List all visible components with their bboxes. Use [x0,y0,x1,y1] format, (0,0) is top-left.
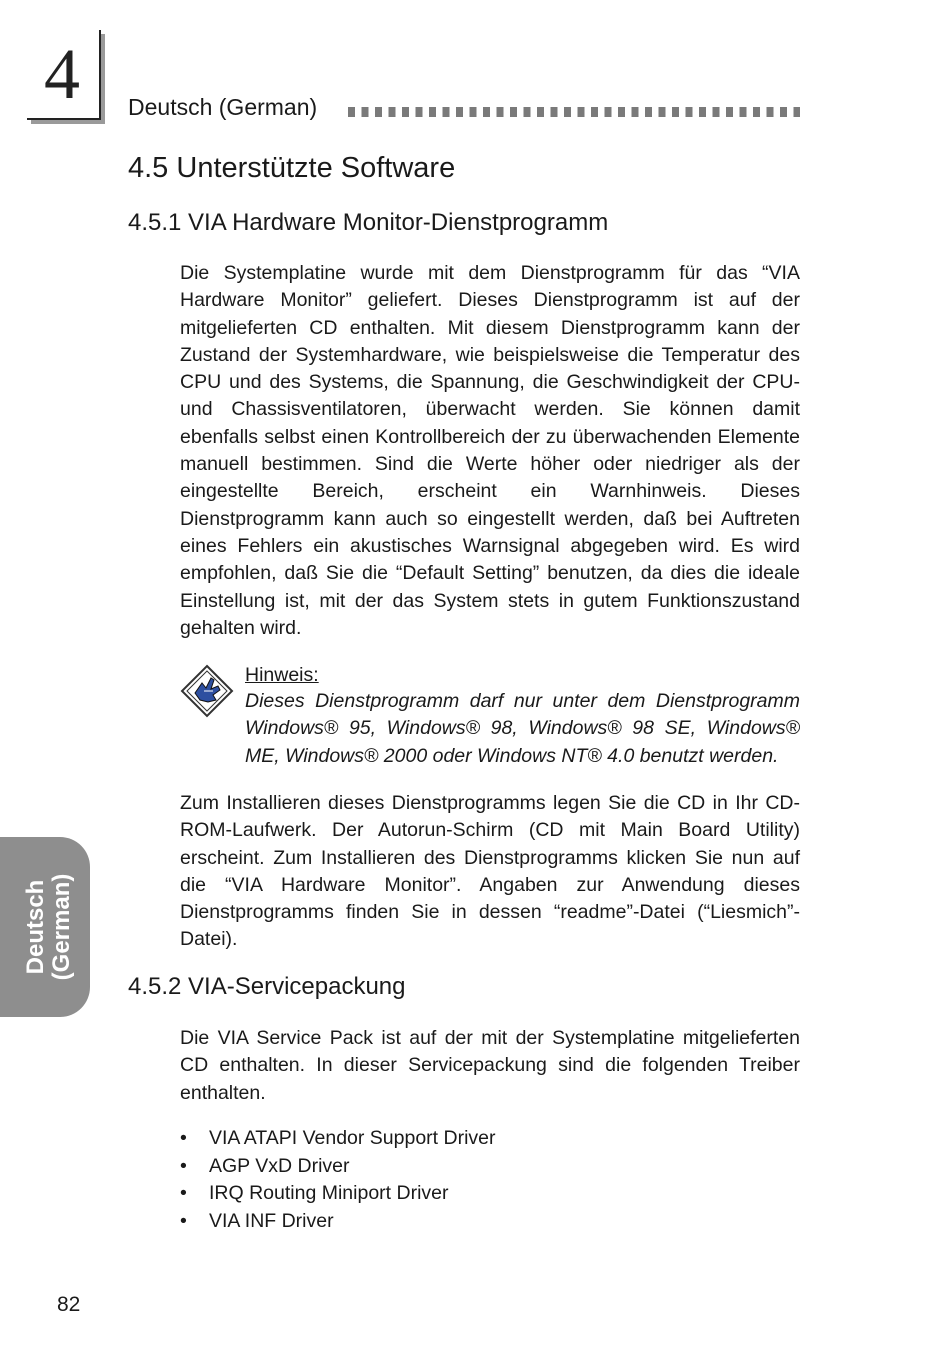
note-title: Hinweis: [245,664,319,686]
driver-name: AGP VxD Driver [209,1154,350,1177]
header-dotted-rule [348,107,800,117]
driver-name: VIA ATAPI Vendor Support Driver [209,1127,496,1149]
side-tab-line1: Deutsch [22,879,49,975]
list-item [180,1153,496,1181]
chapter-number: 4 [44,34,80,114]
language-side-tab-label [23,874,75,981]
bullet: • [180,1182,187,1204]
section-title: 4.5 Unterstützte Software [128,152,456,184]
bullet: • [180,1127,187,1149]
list-item [180,1125,496,1153]
bullet: • [180,1209,187,1232]
note-hand-icon [180,664,234,718]
note-text: Dieses Dienstprogramm darf nur unter dem Dienstprogramm Windows® 95, Windows® 98, Windows® 98 SE, Windows® ME, Windows® 2000 oder Windows NT® 4.0 benutzt werden. [245,690,800,767]
hardware-monitor-paragraph: Die Systemplatine wurde mit dem Dienstprogramm für das “VIA Hardware Monitor” geliefert. Dieses Dienstprogramm ist auf der mitgelieferten CD enthalten. Mit diesem Dienstprogramm kann der Zustand der Systemhardware, wie beispielsweise die Temperatur des CPU und des Systems, die Spannung, die Geschwindigkeit der CPU- und Chassisventilatoren, überwacht werden. Sie können damit ebenfalls selbst einen Kontrollbereich der zu überwachenden Elemente manuell bestimmen. Sind die Werte höher oder niedriger als der eingestellte Bereich, erscheint ein Warnhinweis. Dieses Dienstprogramm kann auch so eingestellt werden, daß bei Auftreten eines Fehlers ein akustisches Warnsignal abgegeben wird. Es wird empfohlen, daß Sie die “Default Setting” benutzen, da dies die ideale Einstellung ist, mit der das System stets in gutem Funktionszustand gehalten wird. [180,262,800,639]
driver-name: IRQ Routing Miniport Driver [209,1182,449,1204]
driver-list [180,1125,496,1235]
list-item [180,1208,496,1236]
chapter-header-label: Deutsch (German) [128,94,318,120]
subsection-title-service-pack: 4.5.2 VIA-Servicepackung [128,973,406,1000]
page-number: 82 [57,1293,81,1316]
list-item [180,1180,496,1208]
install-instructions-paragraph: Zum Installieren dieses Dienstprogramms legen Sie die CD in Ihr CD-ROM-Laufwerk. Der Autorun-Schirm (CD mit Main Board Utility) erscheint. Zum Installieren des Dienstprogramms klicken Sie nun auf die “VIA Hardware Monitor”. Angaben zur Anwendung dieses Dienstprogramms finden Sie in dessen “readme”-Datei (“Liesmich”-Datei). [180,792,800,951]
subsection-title-hardware-monitor: 4.5.1 VIA Hardware Monitor-Dienstprogramm [128,209,609,236]
service-pack-paragraph: Die VIA Service Pack ist auf der mit der Systemplatine mitgelieferten CD enthalten. In dieser Servicepackung sind die folgenden Treiber enthalten. [180,1027,800,1104]
driver-name: VIA INF Driver [209,1209,334,1232]
bullet: • [180,1154,187,1177]
side-tab-line2: (German) [48,873,75,981]
